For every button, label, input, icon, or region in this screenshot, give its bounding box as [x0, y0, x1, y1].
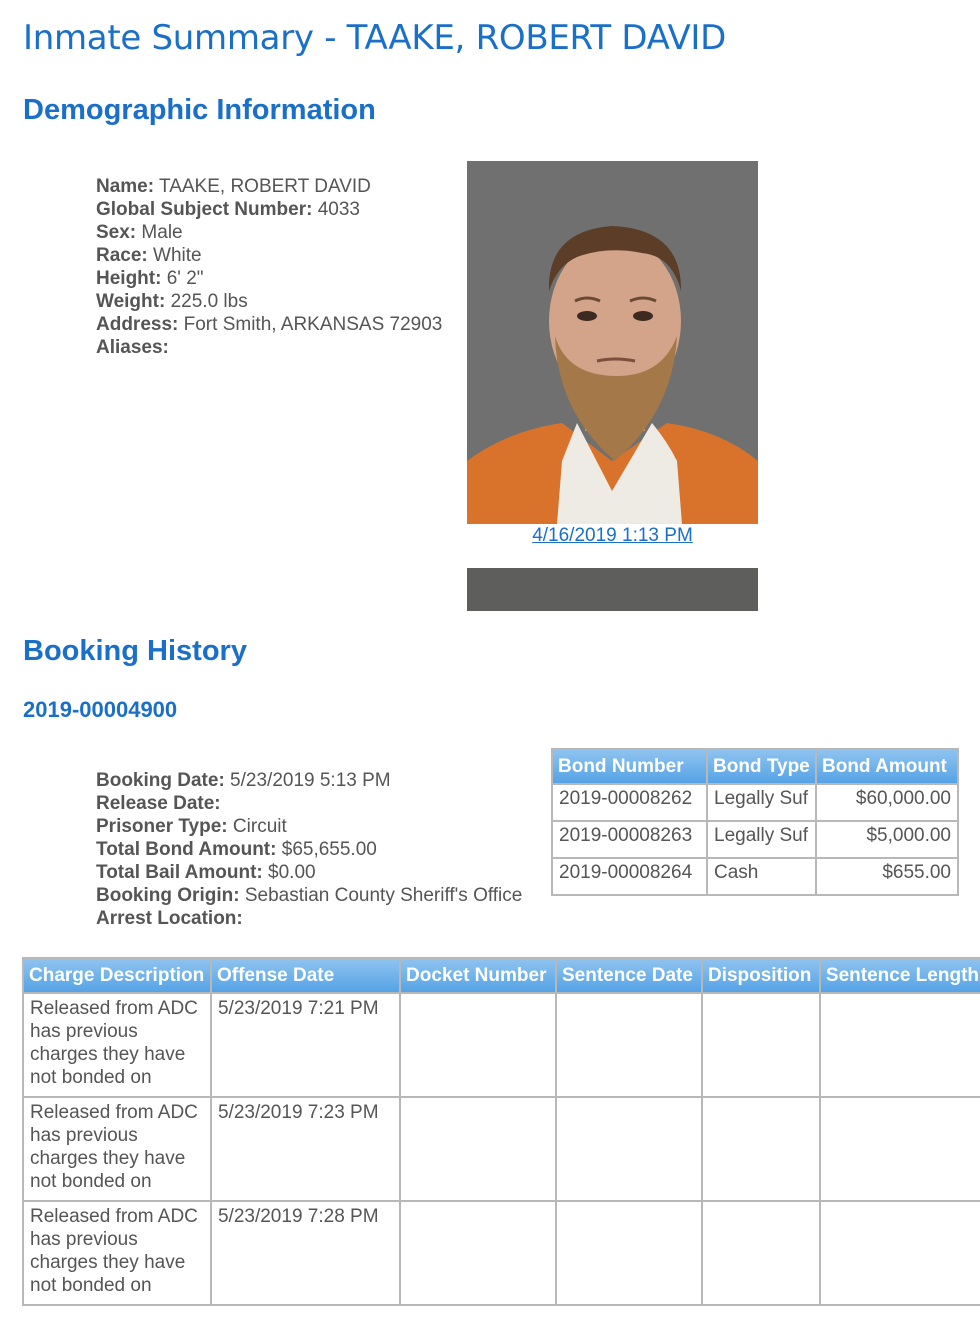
field-label: Prisoner Type: [96, 816, 228, 837]
charge-table [22, 957, 980, 1306]
bond-type-cell: Cash [708, 859, 815, 894]
arrest-location-row [96, 907, 522, 930]
demographic-info-list [96, 175, 442, 359]
offense-date-cell: 5/23/2019 7:21 PM [212, 994, 399, 1096]
field-label: Booking Origin: [96, 885, 240, 906]
column-header-disposition: Disposition [703, 959, 819, 992]
page-title: Inmate Summary - TAAKE, ROBERT DAVID [23, 18, 727, 58]
sentence-date-cell [557, 1202, 701, 1304]
column-header-bond-type: Bond Type [708, 750, 815, 783]
weight-row [96, 290, 442, 313]
field-value: Male [136, 222, 183, 243]
sentence-length-cell [821, 994, 980, 1096]
field-label: Total Bail Amount: [96, 862, 263, 883]
prisoner-type-row [96, 815, 522, 838]
field-value: 6' 2" [161, 268, 204, 289]
field-value: Fort Smith, ARKANSAS 72903 [178, 314, 443, 335]
column-header-bond-number: Bond Number [553, 750, 706, 783]
sentence-date-cell [557, 994, 701, 1096]
field-value: $0.00 [262, 862, 316, 883]
bond-number-cell: 2019-00008262 [553, 785, 706, 820]
offense-date-cell: 5/23/2019 7:23 PM [212, 1098, 399, 1200]
bond-number-cell: 2019-00008263 [553, 822, 706, 857]
sentence-length-cell [821, 1098, 980, 1200]
field-label: Height: [96, 268, 162, 289]
table-row [553, 859, 957, 894]
field-label: Arrest Location: [96, 908, 243, 929]
bond-amount-cell: $5,000.00 [817, 822, 957, 857]
demographic-section-title: Demographic Information [23, 94, 376, 126]
charge-table-header-row [24, 959, 980, 992]
field-value: 225.0 lbs [165, 291, 248, 312]
field-label: Address: [96, 314, 179, 335]
release-date-row [96, 792, 522, 815]
charge-description-cell: Released from ADC has previous charges they have not bonded on [24, 1202, 210, 1304]
charge-description-cell: Released from ADC has previous charges they have not bonded on [24, 994, 210, 1096]
race-row [96, 244, 442, 267]
sex-row [96, 221, 442, 244]
docket-number-cell [401, 1202, 555, 1304]
column-header-sentence-length: Sentence Length [821, 959, 980, 992]
disposition-cell [703, 1202, 819, 1304]
booking-number: 2019-00004900 [23, 697, 178, 722]
bond-number-cell: 2019-00008264 [553, 859, 706, 894]
field-value: White [147, 245, 202, 266]
field-label: Total Bond Amount: [96, 839, 277, 860]
field-label: Booking Date: [96, 770, 225, 791]
disposition-cell [703, 994, 819, 1096]
sentence-date-cell [557, 1098, 701, 1200]
table-row [24, 994, 980, 1096]
booking-info-list [96, 769, 522, 930]
column-header-offense-date: Offense Date [212, 959, 399, 992]
bond-amount-cell: $655.00 [817, 859, 957, 894]
column-header-sentence-date: Sentence Date [557, 959, 701, 992]
field-value: $65,655.00 [276, 839, 377, 860]
table-row [553, 822, 957, 857]
height-row [96, 267, 442, 290]
bond-table [551, 748, 959, 896]
bond-table-header-row [553, 750, 957, 783]
column-header-bond-amount: Bond Amount [817, 750, 957, 783]
address-row [96, 313, 442, 336]
column-header-docket-number: Docket Number [401, 959, 555, 992]
field-label: Release Date: [96, 793, 221, 814]
field-label: Aliases: [96, 337, 169, 358]
bond-amount-cell: $60,000.00 [817, 785, 957, 820]
total-bail-amount-row [96, 861, 522, 884]
charge-description-cell: Released from ADC has previous charges they have not bonded on [24, 1098, 210, 1200]
name-row [96, 175, 442, 198]
docket-number-cell [401, 1098, 555, 1200]
bond-type-cell: Legally Suf [708, 785, 815, 820]
field-label: Name: [96, 176, 155, 197]
mugshot-photo[interactable] [467, 161, 758, 524]
field-value: TAAKE, ROBERT DAVID [154, 176, 371, 197]
field-label: Global Subject Number: [96, 199, 313, 220]
field-value: 5/23/2019 5:13 PM [224, 770, 391, 791]
booking-origin-row [96, 884, 522, 907]
table-row [24, 1202, 980, 1304]
booking-date-row [96, 769, 522, 792]
field-value: Circuit [227, 816, 287, 837]
bond-type-cell: Legally Suf [708, 822, 815, 857]
photo-date-link[interactable]: 4/16/2019 1:13 PM [532, 525, 693, 546]
table-row [24, 1098, 980, 1200]
total-bond-amount-row [96, 838, 522, 861]
sentence-length-cell [821, 1202, 980, 1304]
table-row [553, 785, 957, 820]
field-label: Weight: [96, 291, 166, 312]
disposition-cell [703, 1098, 819, 1200]
field-label: Sex: [96, 222, 137, 243]
field-value: Sebastian County Sheriff's Office [239, 885, 523, 906]
column-header-charge-description: Charge Description [24, 959, 210, 992]
aliases-row [96, 336, 442, 359]
booking-section-title: Booking History [23, 635, 247, 667]
offense-date-cell: 5/23/2019 7:28 PM [212, 1202, 399, 1304]
global-subject-number-row [96, 198, 442, 221]
field-label: Race: [96, 245, 148, 266]
docket-number-cell [401, 994, 555, 1096]
field-value: 4033 [312, 199, 360, 220]
photo-thumbnail[interactable] [467, 568, 758, 611]
